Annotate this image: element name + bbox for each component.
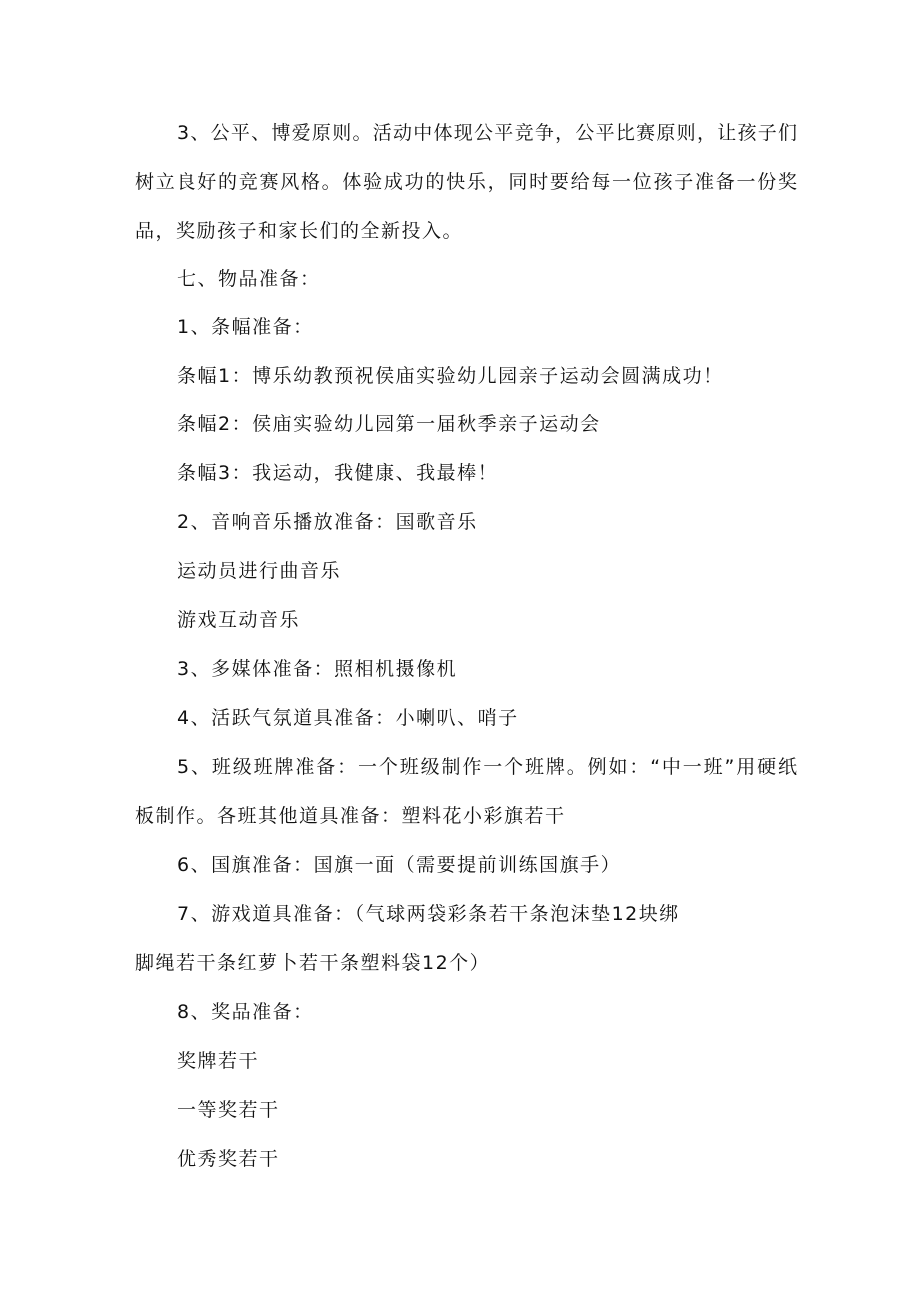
- prize-item-1: 奖牌若干: [177, 1050, 260, 1072]
- section7-heading: 七、物品准备：: [177, 268, 321, 290]
- game-props-line1: 7、游戏道具准备：（气球两袋彩条若干条泡沫垫12块绑: [177, 903, 680, 925]
- multimedia-item: 3、多媒体准备：照相机摄像机: [177, 658, 458, 680]
- flag-item: 6、国旗准备：国旗一面（需要提前训练国旗手）: [177, 854, 622, 876]
- audio-item-2: 运动员进行曲音乐: [177, 560, 342, 582]
- principle3-line1: 3、公平、博爱原则。活动中体现公平竞争，公平比赛原则，让孩子们: [177, 122, 797, 144]
- principle3-line2: 树立良好的竞赛风格。体验成功的快乐，同时要给每一位孩子准备一份奖: [135, 171, 797, 193]
- banner-1: 条幅1：博乐幼教预祝侯庙实验幼儿园亲子运动会圆满成功！: [177, 365, 724, 387]
- prize-item-2: 一等奖若干: [177, 1099, 280, 1121]
- game-props-line2: 脚绳若干条红萝卜若干条塑料袋12个）: [135, 952, 491, 974]
- prize-item-3: 优秀奖若干: [177, 1148, 280, 1170]
- props-item: 4、活跃气氛道具准备：小喇叭、哨子: [177, 707, 519, 729]
- audio-heading: 2、音响音乐播放准备：国歌音乐: [177, 511, 478, 533]
- banner-3: 条幅3：我运动，我健康、我最棒！: [177, 462, 499, 484]
- class-sign-line2: 板制作。各班其他道具准备：塑料花小彩旗若干: [135, 805, 566, 827]
- prizes-heading: 8、奖品准备：: [177, 1001, 314, 1023]
- class-sign-line1: 5、班级班牌准备：一个班级制作一个班牌。例如：“中一班”用硬纸: [177, 756, 797, 778]
- banner-2: 条幅2：侯庙实验幼儿园第一届秋季亲子运动会: [177, 413, 601, 435]
- audio-item-3: 游戏互动音乐: [177, 609, 301, 631]
- principle3-line3: 品，奖励孩子和家长们的全新投入。: [135, 220, 464, 242]
- banner-heading: 1、条幅准备：: [177, 316, 314, 338]
